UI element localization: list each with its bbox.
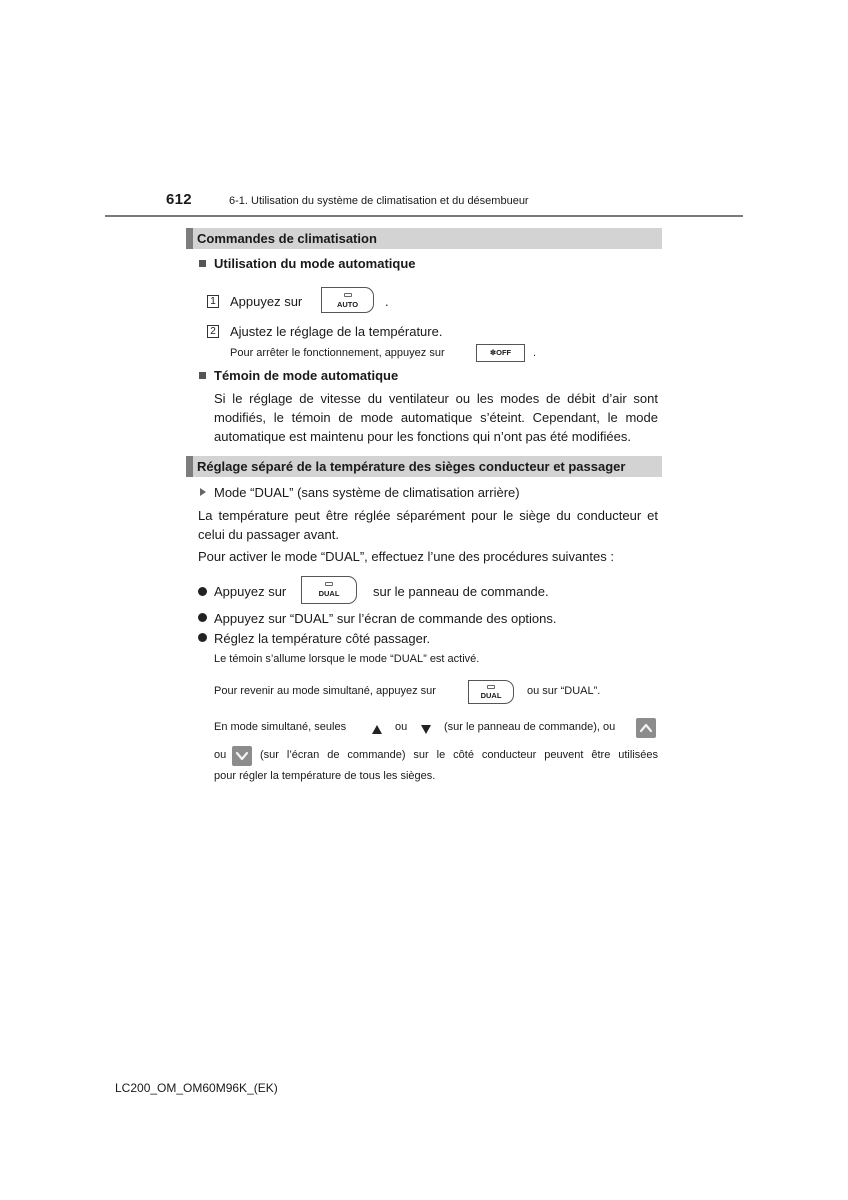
dual-para-line-2: celui du passager avant. xyxy=(198,527,339,542)
indicator-heading: Témoin de mode automatique xyxy=(214,368,399,383)
indicator-line-3: automatique est maintenu pour les fonctions qui n’ont pas été modifiées. xyxy=(214,429,631,444)
auto-key-label: AUTO xyxy=(336,300,359,309)
step-2-number: 2 xyxy=(207,325,219,338)
dual-button-icon xyxy=(468,680,514,704)
dual-para-line-1: La température peut être réglée séparément pour le siège du conducteur et xyxy=(198,508,658,523)
down-arrow-icon xyxy=(421,725,431,734)
square-bullet-icon xyxy=(199,372,206,379)
indicator-line-2: modifiés, le témoin de mode automatique s’éteint. Cependant, le mode xyxy=(214,410,658,425)
dual-para-2: Pour activer le mode “DUAL”, effectuez l’une des procédures suivantes : xyxy=(198,549,614,564)
square-bullet-icon xyxy=(199,260,206,267)
circle-bullet-icon xyxy=(198,633,207,642)
page-number: 612 xyxy=(166,191,192,208)
note-return-pre: Pour revenir au mode simultané, appuyez sur xyxy=(214,685,436,697)
header-rule xyxy=(105,215,743,217)
indicator-light-icon xyxy=(325,582,333,586)
chapter-title: 6-1. Utilisation du système de climatisation et du désembueur xyxy=(229,195,529,207)
stop-instruction: Pour arrêter le fonctionnement, appuyez sur xyxy=(230,347,445,359)
step-1-number: 1 xyxy=(207,295,219,308)
note-screen-line: (sur l’écran de commande) sur le côté conducteur peuvent être utilisées xyxy=(260,749,658,761)
note-or-2: ou xyxy=(214,749,227,761)
indicator-light-icon xyxy=(344,293,352,297)
arrow-right-icon xyxy=(200,488,206,496)
footer-code: LC200_OM_OM60M96K_(EK) xyxy=(115,1081,278,1095)
dual-key-label: DUAL xyxy=(480,691,502,700)
circle-bullet-icon xyxy=(198,613,207,622)
up-arrow-icon xyxy=(372,725,382,734)
note-or-1: ou xyxy=(395,721,408,733)
bullet-2: Appuyez sur “DUAL” sur l’écran de commande des options. xyxy=(214,611,557,626)
note-simultaneous-pre: En mode simultané, seules xyxy=(214,721,347,733)
section-title-climate-controls: Commandes de climatisation xyxy=(186,228,662,249)
step-1-text: Appuyez sur xyxy=(230,294,303,309)
auto-mode-heading: Utilisation du mode automatique xyxy=(214,256,416,271)
screen-up-button-icon xyxy=(636,718,656,738)
note-indicator-on: Le témoin s’allume lorsque le mode “DUAL” est activé. xyxy=(214,653,480,665)
bullet-1-pre: Appuyez sur xyxy=(214,584,287,599)
fan-icon: ✽ xyxy=(489,348,497,357)
dual-key-label: DUAL xyxy=(318,589,340,598)
indicator-line-1: Si le réglage de vitesse du ventilateur ou les modes de débit d’air sont xyxy=(214,391,658,406)
indicator-light-icon xyxy=(487,685,495,689)
dual-mode-label: Mode “DUAL” (sans système de climatisation arrière) xyxy=(214,485,520,500)
bullet-1-post: sur le panneau de commande. xyxy=(373,584,549,599)
off-button-icon xyxy=(476,344,525,362)
circle-bullet-icon xyxy=(198,587,207,596)
screen-down-button-icon xyxy=(232,746,252,766)
step-2-text: Ajustez le réglage de la température. xyxy=(230,324,443,339)
bullet-3: Réglez la température côté passager. xyxy=(214,631,431,646)
note-return-post: ou sur “DUAL”. xyxy=(527,685,601,697)
note-simultaneous-post: (sur le panneau de commande), ou xyxy=(444,721,616,733)
auto-button-icon xyxy=(321,287,374,313)
stop-period: . xyxy=(533,347,537,359)
note-all-seats: pour régler la température de tous les sièges. xyxy=(214,770,436,782)
off-key-label: OFF xyxy=(496,348,512,357)
dual-button-icon xyxy=(301,576,357,604)
section-title-dual-temperature: Réglage séparé de la température des sièges conducteur et passager xyxy=(186,456,662,477)
step-1-period: . xyxy=(385,294,389,309)
